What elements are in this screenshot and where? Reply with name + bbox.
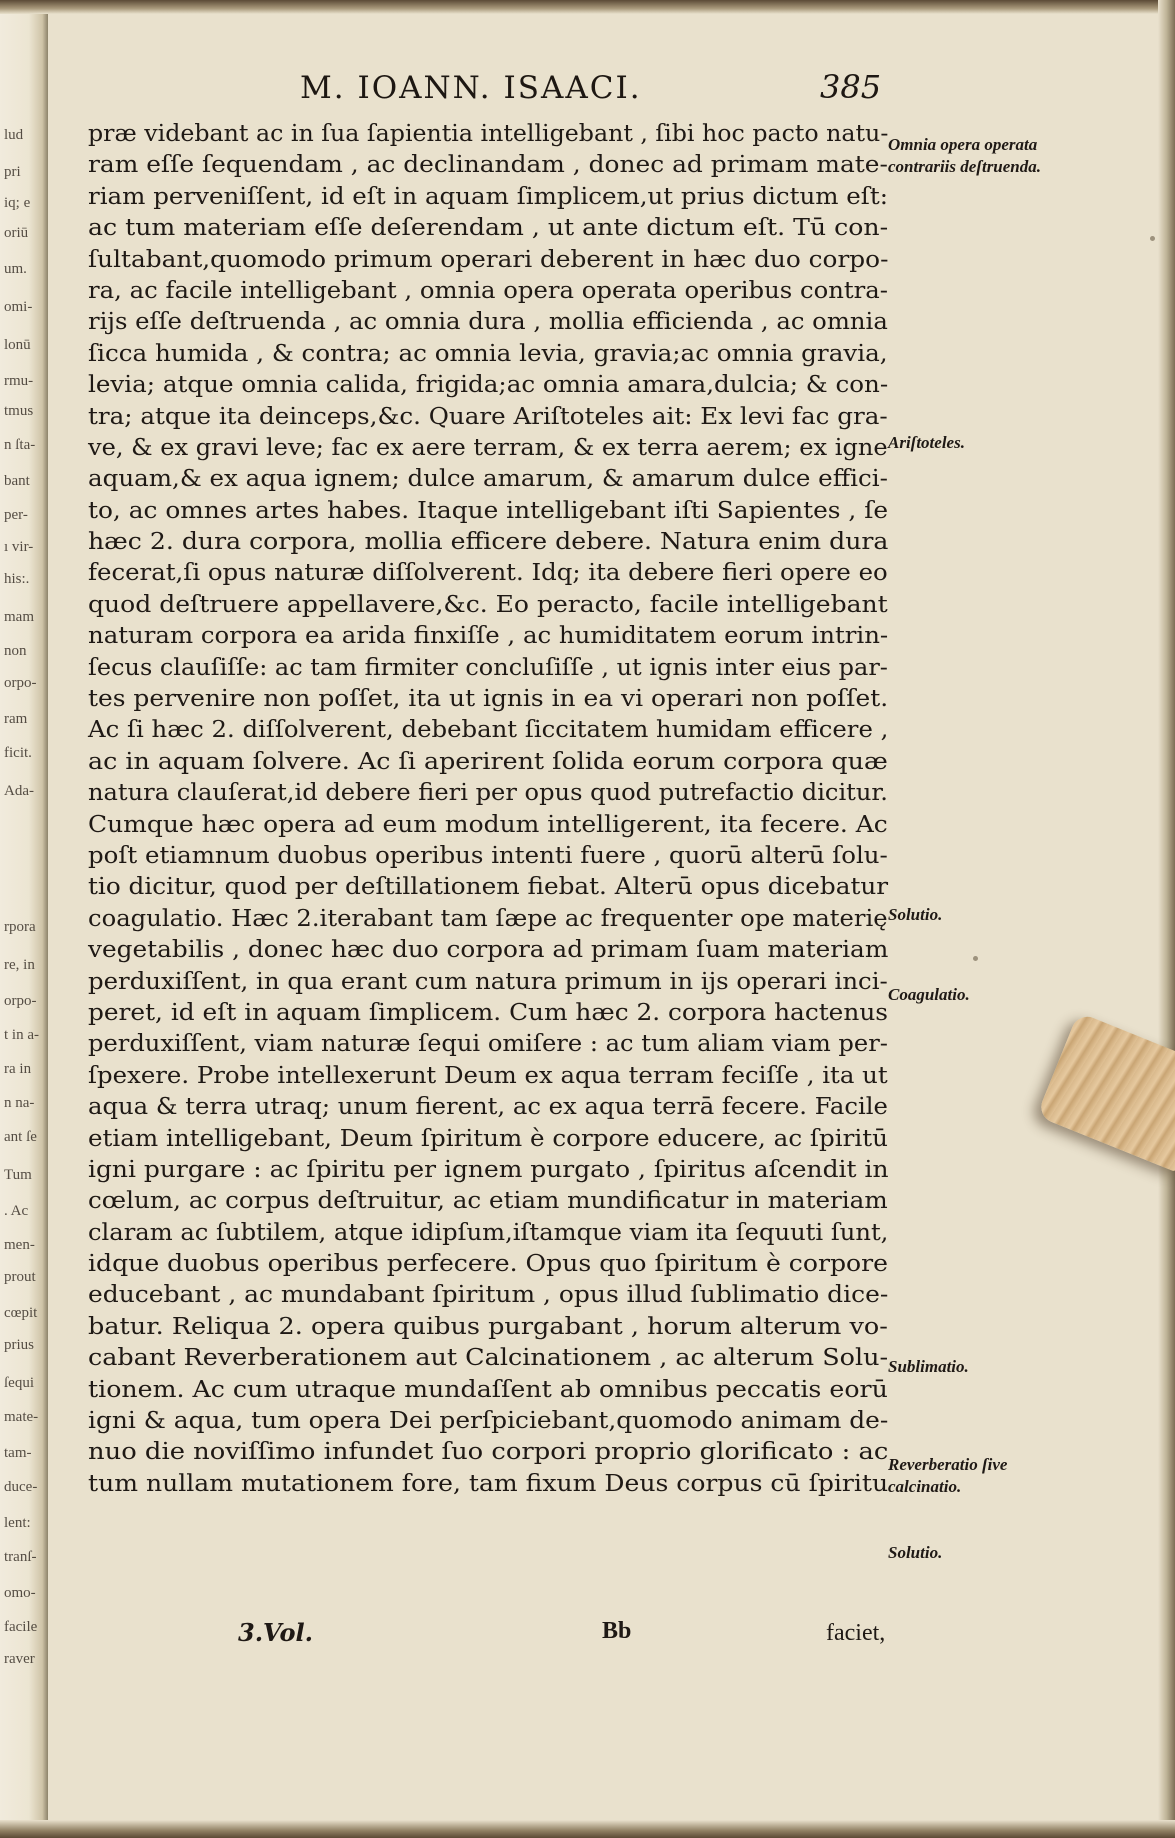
bleed-through-text: prout (4, 1269, 36, 1285)
page-header (300, 70, 880, 110)
bleed-through-text: ant ſe (4, 1129, 37, 1145)
text-line: peret, id eſt in aquam ſimplicem. Cum hæc 2. corpora hactenus (88, 997, 889, 1026)
bleed-through-text: pri (4, 164, 21, 180)
text-line: coagulatio. Hæc 2.iterabant tam ſæpe ac frequenter ope materię (88, 903, 888, 932)
page-number: 385 (820, 68, 882, 106)
bleed-through-text: ſequi (4, 1375, 34, 1391)
paper-speck (1150, 236, 1155, 241)
body-text (88, 118, 898, 1499)
text-line: educebant , ac mundabant ſpiritum , opus illud ſublimatio dice- (88, 1280, 889, 1309)
binding-gutter (0, 0, 48, 1838)
bleed-through-text: ra in (4, 1061, 32, 1077)
bleed-through-text: mate- (4, 1409, 39, 1425)
bleed-through-text: tranſ- (4, 1549, 37, 1565)
text-line: rijs eſſe deſtruenda , ac omnia dura , mollia efficienda , ac omnia (88, 307, 888, 336)
bleed-through-text: cœpit (4, 1305, 38, 1321)
text-line: vegetabilis , donec hæc duo corpora ad primam ſuam materiam (88, 935, 889, 964)
margin-note-reverberatio: Reverberatio ſive calcinatio. (888, 1455, 1008, 1496)
bleed-through-text: omo- (4, 1585, 36, 1601)
text-line: naturam corpora ea arida finxiſſe , ac humiditatem eorum intrin- (88, 621, 889, 650)
bleed-through-text: orpo- (4, 993, 37, 1009)
bleed-through-text: facile (4, 1619, 38, 1635)
bleed-through-text: tam- (4, 1445, 32, 1461)
bleed-through-text: re, in (4, 957, 35, 973)
text-line: claram ac ſubtilem, atque idipſum,iſtamque viam ita ſequuti ſunt, (88, 1217, 889, 1246)
text-line: tes pervenire non poſſet, ita ut ignis in ea vi operari non poſſet. (88, 684, 889, 713)
text-line: perduxiſſent, in qua erant cum natura primum in ijs operari inci- (88, 966, 888, 995)
wooden-stick (1036, 1012, 1175, 1172)
bleed-through-text: t in a- (4, 1027, 39, 1043)
bleed-through-text: Ada- (4, 783, 34, 799)
text-line: ſecus clauſiſſe: ac tam firmiter concluſiſſe , ut ignis inter eius par- (88, 652, 888, 681)
text-line: hæc 2. dura corpora, mollia efficere debere. Natura enim dura (88, 527, 889, 556)
bleed-through-text: lud (4, 127, 24, 143)
text-line: aqua & terra utraq; unum fierent, ac ex aqua terrā fecere. Facile (88, 1092, 888, 1121)
margin-note-coagulatio: Coagulatio. (888, 985, 970, 1004)
text-line: igni & aqua, tum opera Dei perſpiciebant,quomodo animam de- (88, 1406, 889, 1435)
bleed-through-text: lent: (4, 1515, 31, 1531)
bleed-through-text: n na- (4, 1095, 35, 1111)
bleed-through-text: rmu- (4, 373, 34, 389)
bleed-through-text: um. (4, 261, 27, 277)
text-line: poſt etiamnum duobus operibus intenti fuere , quorū alterū ſolu- (88, 840, 888, 869)
text-line: tum nullam mutationem fore, tam fixum Deus corpus cū ſpiritu (88, 1468, 889, 1497)
text-line: ſultabant,quomodo primum operari deberent in hæc duo corpo- (88, 244, 889, 273)
bleed-through-text: lonū (4, 337, 31, 353)
bleed-through-text: raver (4, 1651, 35, 1667)
text-line: ſicca humida , & contra; ac omnia levia, gravia;ac omnia gravia, (88, 338, 888, 367)
text-line: Ac ſi hæc 2. diſſolverent, debebant ſiccitatem humidam efficere , (88, 715, 889, 744)
text-line: etiam intelligebant, Deum ſpiritum è corpore educere, ac ſpiritū (88, 1123, 888, 1152)
catchword: faciet, (826, 1620, 886, 1646)
bleed-through-text: per- (4, 507, 28, 523)
text-line: ve, & ex gravi leve; fac ex aere terram, & ex terra aerem; ex igne (88, 432, 888, 461)
text-line: fecerat,ſi opus naturæ diſſolverent. Idq; ita debere fieri opere eo (88, 558, 888, 587)
bleed-through-text: n ſta- (4, 437, 36, 453)
bleed-through-text: oriū (4, 225, 29, 241)
page-footer (0, 1618, 1175, 1658)
bleed-through-text: bant (4, 473, 30, 489)
page-right-edge (1158, 0, 1175, 1838)
bleed-through-text: mam (4, 609, 34, 625)
bleed-through-text: prius (4, 1337, 34, 1353)
bleed-through-text: men- (4, 1237, 35, 1253)
text-line: nuo die noviſſimo infundet ſuo corpori proprio glorificato : ac (88, 1437, 889, 1466)
bleed-through-text: omi- (4, 299, 33, 315)
gathering-mark: Bb (602, 1618, 632, 1644)
paper-speck (973, 956, 978, 961)
text-line: ſpexere. Probe intellexerunt Deum ex aqua terram feciſſe , ita ut (88, 1060, 888, 1089)
text-line: aquam,& ex aqua ignem; dulce amarum, & amarum dulce effici- (88, 464, 888, 493)
bleed-through-text: his:. (4, 571, 30, 587)
text-line: tra; atque ita deinceps,&c. Quare Ariſtoteles ait: Ex levi fac gra- (88, 401, 888, 430)
text-line: cœlum, ac corpus deſtruitur, ac etiam mundificatur in materiam (88, 1186, 888, 1215)
bleed-through-text: . Ac (4, 1203, 29, 1219)
bleed-through-text: ram (4, 711, 28, 727)
bleed-through-text: non (4, 643, 27, 659)
bleed-through-text: iq; e (4, 195, 31, 211)
text-line: idque duobus operibus perfecere. Opus quo ſpiritum è corpore (88, 1249, 888, 1278)
bleed-through-text: rpora (4, 919, 36, 935)
margin-note-solutio-2: Solutio. (888, 1543, 943, 1562)
text-line: ac in aquam ſolvere. Ac ſi aperirent ſolida eorum corpora quæ (88, 746, 888, 775)
text-line: tio dicitur, quod per deſtillationem fiebat. Alterū opus dicebatur (88, 872, 889, 901)
text-line: quod deſtruere appellavere,&c. Eo peracto, facile intelligebant (88, 589, 888, 618)
text-line: perduxiſſent, viam naturæ ſequi omiſere : ac tum aliam viam per- (88, 1029, 888, 1058)
text-line: to, ac omnes artes habes. Itaque intelligebant iſti Sapientes , ſe (88, 495, 889, 524)
margin-note-aristoteles: Ariſtoteles. (888, 433, 965, 452)
text-line: ram eſſe ſequendam , ac declinandam , donec ad primam mate- (88, 150, 888, 179)
bleed-through-text: tmus (4, 403, 34, 419)
page-top-edge (0, 0, 1175, 14)
text-line: batur. Reliqua 2. opera quibus purgabant , horum alterum vo- (88, 1311, 888, 1340)
bleed-through-text: ı vir- (4, 539, 34, 555)
bleed-through-text: orpo- (4, 675, 37, 691)
text-line: Cumque hæc opera ad eum modum intelligerent, ita fecere. Ac (88, 809, 888, 838)
text-line: natura clauſerat,id debere fieri per opus quod putrefactio dicitur. (88, 778, 888, 807)
text-line: tionem. Ac cum utraque mundaſſent ab omnibus peccatis eorū (88, 1374, 888, 1403)
margin-note-solutio: Solutio. (888, 905, 943, 924)
bleed-through-text: duce- (4, 1479, 38, 1495)
bleed-through-text: Tum (4, 1167, 32, 1183)
bleed-through-text: ficit. (4, 745, 32, 761)
text-line: igni purgare : ac ſpiritu per ignem purgato , ſpiritus aſcendit in (88, 1154, 889, 1183)
text-line: cabant Reverberationem aut Calcinationem , ac alterum Solu- (88, 1343, 889, 1372)
text-line: ac tum materiam eſſe deſerendam , ut ante dictum eſt. Tū con- (88, 213, 889, 242)
margin-note-omnia-opera: Omnia opera operata contrariis deſtruenda. (888, 135, 1042, 176)
text-line: præ videbant ac in ſua ſapientia intelligebant , ſibi hoc pacto natu- (88, 119, 889, 147)
volume-signature: 3.Vol. (238, 1618, 313, 1647)
page-bottom-edge (0, 1820, 1175, 1838)
running-title: M. IOANN. ISAACI. (300, 70, 642, 106)
text-line: levia; atque omnia calida, frigida;ac omnia amara,dulcia; & con- (88, 370, 889, 399)
text-line: ra, ac facile intelligebant , omnia opera operata operibus contra- (88, 275, 889, 304)
text-line: riam perveniſſent, id eſt in aquam ſimplicem,ut prius dictum eſt: (88, 181, 888, 210)
margin-note-sublimatio: Sublimatio. (888, 1357, 969, 1376)
